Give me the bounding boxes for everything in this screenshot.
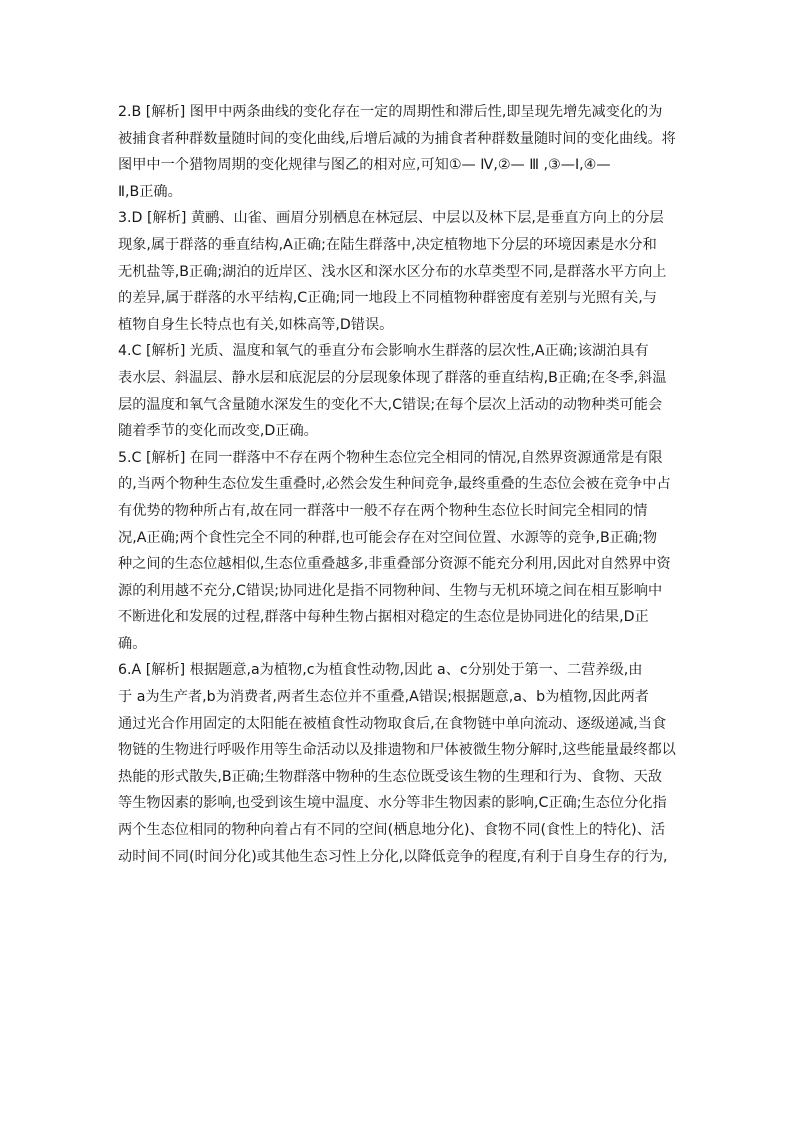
text-line: 无机盐等,B正确;湖泊的近岸区、浅水区和深水区分布的水草类型不同,是群落水平方向上 [118, 263, 667, 280]
text-line: 被捕食者种群数量随时间的变化曲线,后增后减的为捕食者种群数量随时间的变化曲线。将 [118, 130, 676, 147]
text-line: 于 a为生产者,b为消费者,两者生态位并不重叠,A错误;根据题意,a、b为植物,因此两者 [118, 689, 649, 706]
text-line: 动时间不同(时间分化)或其他生态习性上分化,以降低竞争的程度,有利于自身生存的行为, [118, 848, 668, 865]
text-line: 等生物因素的影响,也受到该生境中温度、水分等非生物因素的影响,C正确;生态位分化指 [118, 795, 667, 812]
text-line: 2.B [解析] 图甲中两条曲线的变化存在一定的周期性和滞后性,即呈现先增先减变化的为 [118, 104, 663, 120]
text-line: 有优势的物种所占有,故在同一群落中一般不存在两个物种生态位长时间完全相同的情 [118, 502, 648, 519]
text-line: 通过光合作用固定的太阳能在被植食性动物取食后,在食物链中单向流动、逐级递减,当食 [118, 715, 667, 732]
text-line: 表水层、斜温层、静水层和底泥层的分层现象体现了群落的垂直结构,B正确;在冬季,斜温 [118, 369, 667, 386]
text-line: 的差异,属于群落的水平结构,C正确;同一地段上不同植物种群密度有差别与光照有关,与 [118, 290, 657, 307]
text-line: 随着季节的变化而改变,D正确。 [118, 423, 318, 440]
text-line: 图甲中一个猎物周期的变化规律与图乙的相对应,可知①— Ⅳ,②— Ⅲ ,③—Ⅰ,④— [118, 157, 611, 174]
text-line: 3.D [解析] 黄鹂、山雀、画眉分别栖息在林冠层、中层以及林下层,是垂直方向上的分层 [118, 210, 664, 227]
text-line: 况,A正确;两个食性完全不同的种群,也可能会存在对空间位置、水源等的竞争,B正确;物 [118, 529, 658, 546]
text-line: 的,当两个物种生态位发生重叠时,必然会发生种间竞争,最终重叠的生态位会被在竞争中占 [118, 476, 671, 493]
text-line: 源的利用越不充分,C错误;协同进化是指不同物种间、生物与无机环境之间在相互影响中 [118, 582, 663, 599]
text-line: 植物自身生长特点也有关,如株高等,D错误。 [118, 316, 394, 333]
text-line: 物链的生物进行呼吸作用等生命活动以及排遗物和尸体被微生物分解时,这些能量最终都以 [118, 742, 676, 759]
text-line: 6.A [解析] 根据题意,a为植物,c为植食性动物,因此 a、c分别处于第一、二营养级,由 [118, 662, 643, 679]
text-line: 层的温度和氧气含量随水深发生的变化不大,C错误;在每个层次上活动的动物种类可能会 [118, 396, 663, 413]
text-line: 4.C [解析] 光质、温度和氧气的垂直分布会影响水生群落的层次性,A正确;该湖泊具有 [118, 343, 649, 360]
text-line: 种之间的生态位越相似,生态位重叠越多,非重叠部分资源不能充分利用,因此对自然界中资 [118, 556, 671, 573]
text-line: 不断进化和发展的过程,群落中每种生物占据相对稳定的生态位是协同进化的结果,D正 [118, 609, 649, 626]
text-line: 现象,属于群落的垂直结构,A正确;在陆生群落中,决定植物地下分层的环境因素是水分和 [118, 236, 657, 253]
text-line: 两个生态位相同的物种向着占有不同的空间(栖息地分化)、食物不同(食性上的特化)、活 [118, 822, 666, 839]
text-line: 5.C [解析] 在同一群落中不存在两个物种生态位完全相同的情况,自然界资源通常是有限 [118, 449, 663, 466]
text-line: 热能的形式散失,B正确;生物群落中物种的生态位既受该生物的生理和行为、食物、天敌 [118, 768, 662, 785]
text-line: Ⅱ,B正确。 [118, 183, 182, 200]
text-line: 确。 [118, 635, 147, 652]
answer-text [118, 99, 676, 870]
